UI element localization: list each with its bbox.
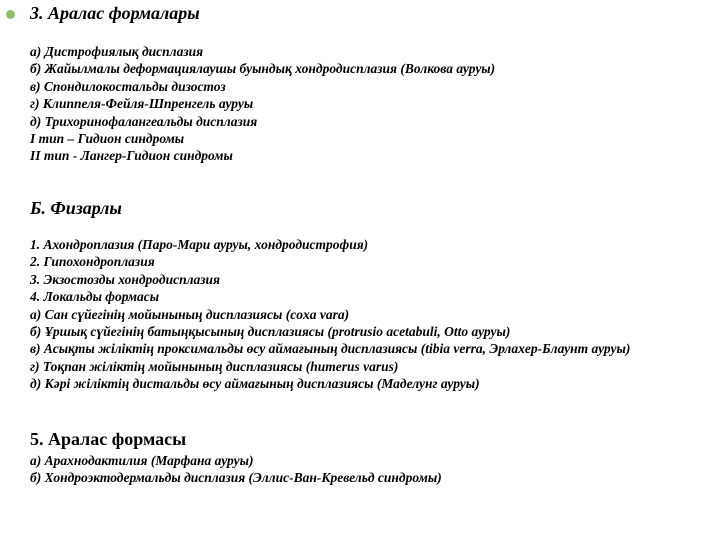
section-5-title: 5. Аралас формасы xyxy=(30,429,187,449)
list-item: д) Трихоринофалангеальды дисплазия xyxy=(30,113,258,129)
list-item: в) Асықты жіліктің проксимальды өсу аймағының дисплазиясы (tibia verra, Эрлахер-Блаунт ауруы) xyxy=(30,341,631,357)
list-item: а) Дистрофиялық дисплазия xyxy=(30,44,204,59)
list-item: б) Ұршық сүйегінің батыңқысының дисплазиясы (protrusio acetabuli, Otto ауруы) xyxy=(30,324,511,340)
list-item: г) Тоқпан жіліктің мойынының дисплазиясы (humerus varus) xyxy=(30,358,399,374)
list-item: в) Спондилокостальды дизостоз xyxy=(30,78,226,94)
list-item: б) Жайылмалы деформациялаушы буындық хондродисплазия (Волкова ауруы) xyxy=(30,61,496,77)
section-3-title: 3. Аралас формалары xyxy=(30,3,200,23)
list-item: II тип - Лангер-Гидион синдромы xyxy=(30,148,233,164)
section-5-list xyxy=(30,452,715,487)
list-item: 4. Локальды формасы xyxy=(30,289,160,305)
list-item: а) Сан сүйегінің мойынының дисплазиясы (coxa vara) xyxy=(30,306,350,322)
list-item: 1. Ахондроплазия (Паро-Мари ауруы, хондродистрофия) xyxy=(30,237,369,252)
list-item: 3. Экзостозды хондродисплазия xyxy=(30,271,220,287)
list-item: г) Клиппеля-Фейля-Шпренгель ауруы xyxy=(30,96,254,112)
list-item: I тип – Гидион синдромы xyxy=(30,131,185,147)
list-item: д) Кәрі жіліктің дистальды өсу аймағының дисплазиясы (Маделунг ауруы) xyxy=(30,376,480,392)
list-item: а) Арахнодактилия (Марфана ауруы) xyxy=(30,453,254,468)
section-3-list xyxy=(30,43,715,165)
list-item: б) Хондроэктодермальды дисплазия (Эллис-Ван-Кревельд синдромы) xyxy=(30,470,442,486)
bullet-icon xyxy=(6,10,15,19)
section-b-list xyxy=(30,236,715,393)
list-item: 2. Гипохондроплазия xyxy=(30,254,155,270)
section-b-title: Б. Физарлы xyxy=(30,198,122,218)
